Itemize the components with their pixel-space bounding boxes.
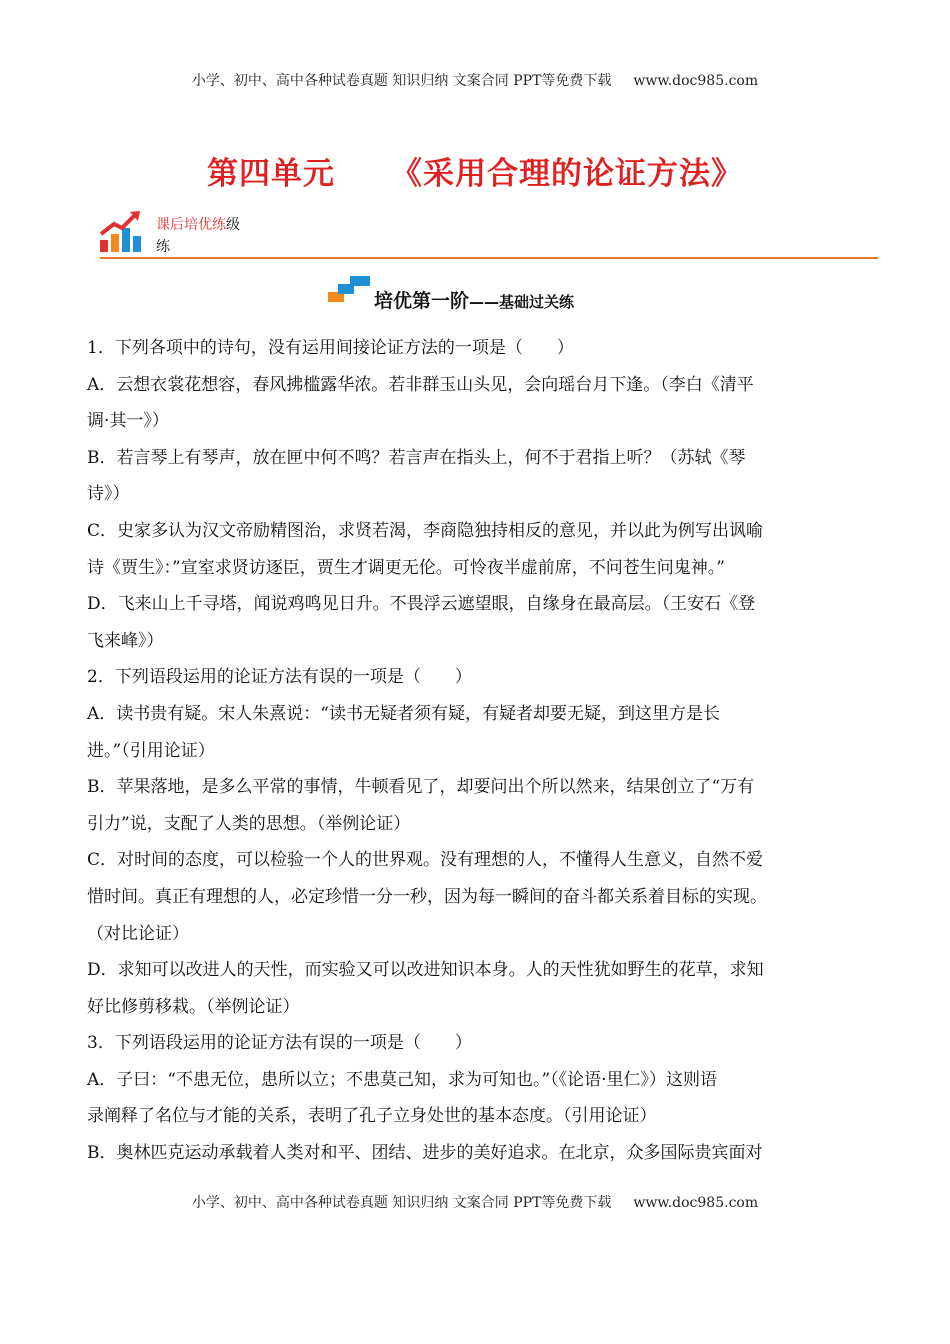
stairs-icon (328, 274, 372, 304)
text-line: A．读书贵有疑。宋人朱熹说：“读书无疑者须有疑，有疑者却要无疑，到这里方是长 (87, 703, 720, 724)
text-line: 3．下列语段运用的论证方法有误的一项是（ ） (87, 1033, 472, 1054)
text-line: 进。”（引用论证） (87, 740, 215, 761)
page-header (0, 70, 950, 90)
growth-chart-icon (100, 210, 160, 256)
text-line: D．求知可以改进人的天性，而实验又可以改进知识本身。人的天性犹如野生的花草，求知 (87, 960, 764, 981)
text-line: 调·其一》） (87, 411, 169, 432)
badge-label (156, 214, 240, 258)
text-line: B．苹果落地，是多么平常的事情，牛顿看见了，却要问出个所以然来，结果创立了“万有 (87, 777, 755, 798)
question-content (87, 330, 865, 1172)
text-line: 1．下列各项中的诗句，没有运用间接论证方法的一项是（ ） (87, 338, 574, 358)
title-topic: 《采用合理的论证方法》 (391, 156, 743, 192)
text-line: C．史家多认为汉文帝励精图治，求贤若渴，李商隐独持相反的意见，并以此为例写出讽喻 (87, 520, 764, 541)
badge-red-text: 课后培优练 (156, 217, 226, 233)
text-line: （对比论证） (87, 923, 189, 944)
text-line: D．飞来山上千寻塔，闻说鸡鸣见日升。不畏浮云遮望眼，自缘身在最高层。（王安石《登 (87, 594, 756, 615)
text-line: 好比修剪移栽。（举例论证） (87, 996, 300, 1017)
text-line: B．若言琴上有琴声，放在匣中何不鸣？若言声在指头上，何不于君指上听？（苏轼《琴 (87, 447, 746, 468)
badge-line2: 练 (156, 239, 170, 255)
text-line: A．子曰：“不患无位，患所以立；不患莫己知，求为可知也。”（《论语·里仁》）这则语 (87, 1069, 718, 1090)
section-title-sub: ——基础过关练 (469, 293, 575, 311)
header-divider (100, 257, 878, 259)
page-title (0, 148, 950, 193)
text-line: 诗》） (87, 484, 130, 505)
page-footer (0, 1192, 950, 1212)
text-line: 诗《贾生》：”宣室求贤访逐臣，贾生才调更无伦。可怜夜半虚前席，不问苍生问鬼神。” (87, 557, 725, 578)
text-line: 飞来峰》） (87, 630, 164, 651)
text-line: 引力”说，支配了人类的思想。（举例论证） (87, 813, 411, 834)
badge-dark-text: 级 (226, 217, 240, 233)
footer-site[interactable]: www.doc985.com (633, 1195, 759, 1211)
text-line: 惜时间。真正有理想的人，必定珍惜一分一秒，因为每一瞬间的奋斗都关系着目标的实现。 (87, 886, 767, 907)
section-title (374, 286, 574, 313)
text-line: C．对时间的态度，可以检验一个人的世界观。没有理想的人，不懂得人生意义，自然不爱 (87, 850, 764, 871)
text-line: 2．下列语段运用的论证方法有误的一项是（ ） (87, 667, 472, 688)
section-title-main: 培优第一阶 (374, 290, 470, 312)
header-site[interactable]: www.doc985.com (633, 73, 759, 89)
text-line: A．云想衣裳花想容，春风拂槛露华浓。若非群玉山头见，会向瑶台月下逢。（李白《清平 (87, 374, 754, 395)
text-line: B．奥林匹克运动承载着人类对和平、团结、进步的美好追求。在北京，众多国际贵宾面对 (87, 1143, 763, 1164)
header-text: 小学、初中、高中各种试卷真题 知识归纳 文案合同 PPT等免费下载 (191, 73, 612, 89)
title-unit: 第四单元 (207, 156, 335, 192)
text-line: 录阐释了名位与才能的关系，表明了孔子立身处世的基本态度。（引用论证） (87, 1106, 657, 1127)
footer-text: 小学、初中、高中各种试卷真题 知识归纳 文案合同 PPT等免费下载 (191, 1195, 612, 1211)
